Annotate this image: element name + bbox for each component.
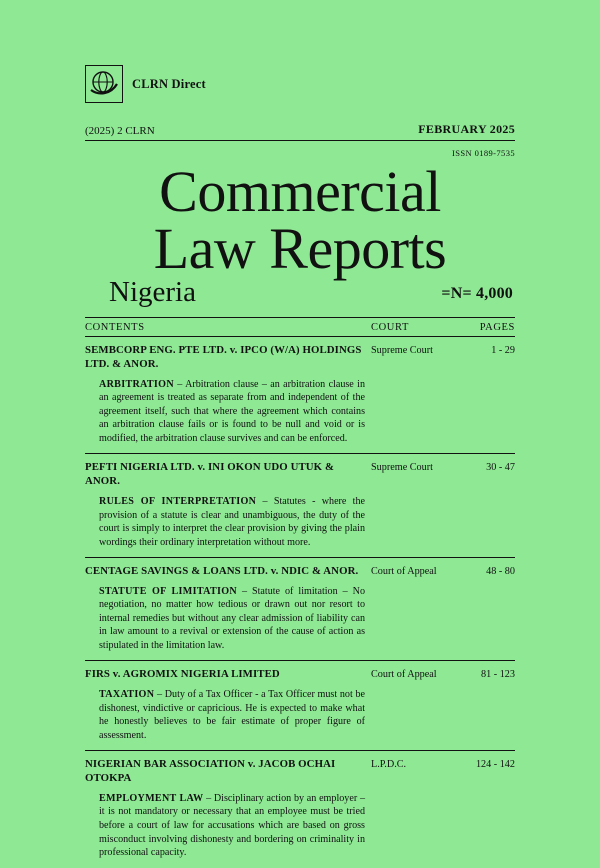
table-row[interactable] xyxy=(85,751,515,867)
case-keyword: RULES OF INTERPRETATION xyxy=(99,496,257,508)
case-title: FIRS v. AGROMIX NIGERIA LIMITED xyxy=(85,668,280,681)
case-title: CENTAGE SAVINGS & LOANS LTD. v. NDIC & ANOR. xyxy=(85,565,359,578)
case-keyword: STATUTE OF LIMITATION xyxy=(99,585,237,597)
case-pages: 81 - 123 xyxy=(481,668,515,680)
case-pages: 1 - 29 xyxy=(491,344,515,356)
column-header-contents: CONTENTS xyxy=(85,322,145,334)
issue-date: FEBRUARY 2025 xyxy=(418,122,515,136)
case-keyword: ARBITRATION xyxy=(99,378,174,390)
table-row[interactable] xyxy=(85,661,515,751)
citation-code: (2025) 2 CLRN xyxy=(85,125,155,137)
table-row[interactable] xyxy=(85,337,515,454)
case-title: SEMBCORP ENG. PTE LTD. v. IPCO (W/A) HOLDINGS LTD. & ANOR. xyxy=(85,344,362,370)
case-summary-text: – Duty of a Tax Officer - a Tax Officer must not be dishonest, vindictive or capricious. He is expected to make what he honestly believes to be fair estimate of proper figure of assessment. xyxy=(99,689,365,741)
case-pages: 48 - 80 xyxy=(486,565,515,577)
price-label: =N= 4,000 xyxy=(441,285,513,303)
case-summary-text: – Statutes - where the provision of a statute is clear and unambiguous, the duty of the court is simply to interpret the clear provision by giving the plain wordings their ordinary interpretation without more. xyxy=(99,496,365,548)
column-header-pages: PAGES xyxy=(479,322,515,334)
case-keyword: TAXATION xyxy=(99,689,155,701)
contents-table-header xyxy=(85,317,515,337)
case-summary xyxy=(85,688,515,742)
case-court: L.P.D.C. xyxy=(371,758,407,770)
column-header-court: COURT xyxy=(371,322,409,334)
case-summary-text: – Disciplinary action by an employer – it is not mandatory or necessary that an employee must be tried before a court of law for accusations which are based on gross misconduct involving dishonesty and bordering on criminality in professional capacity. xyxy=(99,792,365,859)
case-summary xyxy=(85,585,515,653)
case-summary xyxy=(85,495,515,549)
masthead-line-1: Commercial xyxy=(159,159,441,224)
table-row[interactable] xyxy=(85,454,515,558)
citation-bar xyxy=(85,122,515,141)
case-summary-text: – Statute of limitation – No negotiation, no matter how tedious or drawn out nor resort to internal remedies but without any clear admission of liability can in law amount to a revival or extension of the cause of action as stipulated in the limitation law. xyxy=(99,585,366,651)
brand-name: CLRN Direct xyxy=(132,76,206,91)
case-title: PEFTI NIGERIA LTD. v. INI OKON UDO UTUK & ANOR. xyxy=(85,461,335,488)
case-court: Supreme Court xyxy=(371,344,433,356)
case-summary-text: – Arbitration clause – an arbitration clause in an agreement is treated as separate from and independent of the agreement itself, such that where the agreement which contains an arbitration clause fails or is found to be null and void or is modified, the arbitration clause survives and can be enforced. xyxy=(99,378,365,444)
brand-header xyxy=(85,0,515,106)
case-summary xyxy=(85,792,515,860)
case-title: NIGERIAN BAR ASSOCIATION v. JACOB OCHAI OTOKPA xyxy=(85,758,336,785)
table-row[interactable] xyxy=(85,558,515,661)
case-pages: 30 - 47 xyxy=(486,461,515,473)
globe-swoosh-icon xyxy=(85,65,123,103)
issn-number: ISSN 0189-7535 xyxy=(452,148,515,158)
masthead-line-2: Law Reports xyxy=(153,216,447,282)
case-pages: 124 - 142 xyxy=(475,758,515,770)
case-court: Court of Appeal xyxy=(371,565,437,577)
case-summary xyxy=(85,378,515,446)
masthead-line-3: Nigeria xyxy=(109,276,196,309)
case-court: Court of Appeal xyxy=(371,668,437,680)
case-keyword: EMPLOYMENT LAW xyxy=(99,792,204,804)
case-court: Supreme Court xyxy=(371,461,433,473)
